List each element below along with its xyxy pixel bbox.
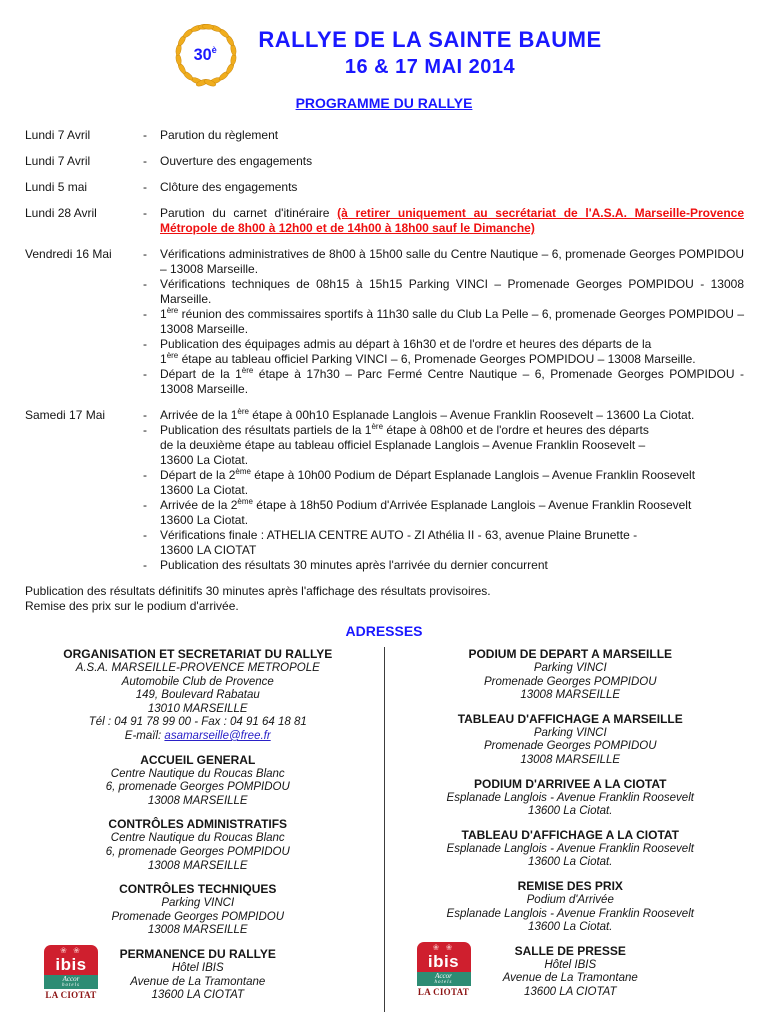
schedule-item [143, 307, 744, 337]
address-line: Parking VINCI [533, 662, 607, 674]
address-line: Promenade Georges POMPIDOU [483, 740, 657, 753]
text-segment: Parution du règlement [160, 128, 279, 142]
accor-label: Accor [62, 974, 80, 983]
text-segment: Clôture des engagements [160, 180, 298, 194]
schedule-item [143, 206, 744, 236]
text-segment: 13600 LA CIOTAT [160, 543, 257, 557]
text-segment: Départ de la 1 [160, 367, 242, 381]
address-block-title: ORGANISATION ET SECRETARIAT DU RALLYE [63, 647, 333, 661]
bullet-dash: - [143, 408, 147, 422]
schedule-item-list [143, 128, 744, 143]
schedule-item-list [143, 180, 744, 195]
schedule-item [143, 128, 744, 143]
ibis-brand-name: ibis [55, 954, 87, 974]
rally-dates: 16 & 17 MAI 2014 [344, 56, 516, 78]
address-block [393, 777, 749, 819]
address-line: 6, promenade Georges POMPIDOU [105, 781, 290, 794]
schedule [25, 128, 744, 573]
address-block [393, 879, 749, 935]
text-segment: Départ de la 2 [160, 468, 236, 482]
schedule-row [25, 128, 744, 143]
address-line: Podium d'Arrivée [526, 893, 614, 906]
address-line: 13600 La Ciotat. [528, 856, 613, 869]
schedule-item-list [143, 154, 744, 169]
bullet-dash: - [143, 206, 147, 220]
address-line: 6, promenade Georges POMPIDOU [105, 845, 290, 858]
schedule-item-text [160, 154, 744, 169]
schedule-date: Lundi 5 mai [25, 180, 88, 194]
text-segment: étape à 08h00 et de l'ordre et heures des départs [383, 423, 649, 437]
ibis-brand-name: ibis [427, 951, 460, 971]
address-line: Automobile Club de Provence [121, 675, 274, 688]
address-line: Promenade Georges POMPIDOU [111, 910, 285, 923]
bullet-dash: - [143, 468, 147, 482]
text-segment: Publication des équipages admis au départ à 16h30 et de l'ordre et heures des départs de la [160, 337, 652, 351]
text-segment: ère [241, 366, 254, 375]
address-line: Tél : 04 91 78 99 00 - Fax : 04 91 64 18 81 [88, 716, 307, 729]
bullet-dash: - [143, 277, 147, 291]
text-segment: Vérifications administratives de 8h00 à 15h00 salle du Centre Nautique – 6, promenade Georges POMPIDOU – 13008 Marseille. [160, 247, 744, 276]
address-line: Centre Nautique du Roucas Blanc [110, 832, 285, 845]
email-line [20, 730, 376, 744]
address-line: A.S.A. MARSEILLE-PROVENCE METROPOLE [75, 662, 320, 674]
address-block [393, 712, 749, 768]
address-line: 13008 MARSEILLE [147, 924, 248, 937]
address-line: 13600 LA CIOTAT [524, 985, 617, 998]
email-label: E-maïl: [124, 729, 165, 742]
address-line: 13600 La Ciotat. [528, 805, 613, 818]
text-segment: 1 [160, 352, 167, 366]
text-segment: ère [371, 422, 384, 431]
address-block [393, 828, 749, 870]
schedule-row [25, 408, 744, 573]
ibis-flower-ornament-icon: ❀ ❀ [432, 942, 455, 952]
schedule-item-text [160, 337, 744, 367]
note-final-results: Publication des résultats définitifs 30 minutes après l'affichage des résultats provisoires. [25, 584, 491, 598]
schedule-date: Samedi 17 Mai [25, 408, 106, 422]
text-segment: étape à 10h00 Podium de Départ Esplanade Langlois – Avenue Franklin Roosevelt [250, 468, 696, 482]
address-line: 13010 MARSEILLE [147, 702, 248, 715]
address-line: Centre Nautique du Roucas Blanc [110, 767, 285, 780]
accor-label: Accor [435, 971, 452, 980]
schedule-item-list [143, 247, 744, 397]
section-title-adresses: ADRESSES [345, 623, 423, 639]
schedule-item [143, 367, 744, 397]
bullet-dash: - [143, 558, 147, 572]
text-segment: 13600 La Ciotat. [160, 483, 249, 497]
text-segment: ère [166, 351, 179, 360]
schedule-date: Lundi 7 Avril [25, 154, 91, 168]
address-block-title: CONTRÔLES ADMINISTRATIFS [108, 817, 288, 832]
ibis-hotel-logo [417, 942, 471, 998]
highlight-note: (à retirer uniquement au secrétariat de l'A.S.A. Marseille-Provence Métropole de 8h00 à 12h00 et de 14h00 à 18h00 sauf le Dimanche) [160, 206, 744, 235]
bullet-dash: - [143, 307, 147, 321]
schedule-item [143, 528, 744, 558]
address-line: Parking VINCI [533, 726, 607, 739]
address-block-title: PODIUM DE DEPART A MARSEILLE [468, 647, 673, 661]
text-segment: 13600 La Ciotat. [160, 513, 249, 527]
address-line: Hôtel IBIS [544, 958, 597, 971]
address-line: 13008 MARSEILLE [520, 753, 621, 766]
address-line: 13600 LA CIOTAT [151, 989, 244, 1002]
address-line: Esplanade Langlois - Avenue Franklin Roosevelt [446, 842, 694, 855]
address-block-title: TABLEAU D'AFFICHAGE A LA CIOTAT [461, 827, 679, 842]
bullet-dash: - [143, 180, 147, 194]
address-block-title: SALLE DE PRESSE [514, 943, 626, 958]
addresses-right-column [385, 647, 757, 1012]
bullet-dash: - [143, 128, 147, 142]
text-segment: de la deuxième étape au tableau officiel Esplanade Langlois – Avenue Franklin Roosevelt – [160, 438, 646, 452]
text-segment: ème [235, 467, 251, 476]
section-title-programme: PROGRAMME DU RALLYE [295, 95, 473, 111]
address-line: Parking VINCI [161, 897, 235, 910]
schedule-row [25, 180, 744, 195]
hotels-label: hotels [62, 982, 80, 988]
schedule-item-text [160, 558, 744, 573]
text-segment: Parution du carnet d'itinéraire [160, 206, 338, 220]
ibis-hotel-logo [44, 945, 98, 1001]
address-line: 149, Boulevard Rabatau [135, 689, 260, 702]
ibis-city-label: LA CIOTAT [417, 986, 470, 997]
ibis-logo-box [417, 942, 471, 986]
text-segment: 13600 La Ciotat. [160, 453, 249, 467]
address-line: Promenade Georges POMPIDOU [483, 675, 657, 688]
schedule-item-list [143, 408, 744, 573]
address-block-title: ACCUEIL GENERAL [140, 752, 256, 767]
bullet-dash: - [143, 528, 147, 542]
address-line: 13600 La Ciotat. [528, 921, 613, 934]
bullet-dash: - [143, 498, 147, 512]
text-segment: ère [166, 306, 179, 315]
address-line: 13008 MARSEILLE [520, 689, 621, 702]
ibis-city-label: LA CIOTAT [45, 989, 97, 1000]
accor-hotels-band [417, 972, 471, 986]
text-segment: 1 [160, 307, 167, 321]
schedule-item-text [160, 277, 744, 307]
ibis-flower-ornament-icon: ❀ ❀ [60, 945, 82, 955]
note-prizes: Remise des prix sur le podium d'arrivée. [25, 599, 239, 613]
text-segment: étape à 00h10 Esplanade Langlois – Avenue Franklin Roosevelt – 13600 La Ciotat. [248, 408, 695, 422]
schedule-item [143, 558, 744, 573]
address-line: 13008 MARSEILLE [147, 859, 248, 872]
address-line: Avenue de La Tramontane [502, 972, 638, 985]
schedule-date: Vendredi 16 Mai [25, 247, 112, 261]
schedule-row [25, 154, 744, 169]
schedule-row [25, 247, 744, 397]
schedule-item-text [160, 468, 744, 498]
text-segment: Arrivée de la 2 [160, 498, 238, 512]
text-segment: Vérifications techniques de 08h15 à 15h15 Parking VINCI – Promenade Georges POMPIDOU - 13008 Marseille. [160, 277, 744, 306]
laurel-wreath-logo [166, 19, 246, 87]
text-segment: étape à 18h50 Podium d'Arrivée Esplanade Langlois – Avenue Franklin Roosevelt [252, 498, 692, 512]
address-block [393, 647, 749, 703]
hotels-label: hotels [434, 979, 453, 985]
text-segment: Ouverture des engagements [160, 154, 313, 168]
laurel-wreath-icon [166, 19, 246, 87]
schedule-item [143, 277, 744, 307]
bullet-dash: - [143, 154, 147, 168]
address-line: 13008 MARSEILLE [147, 794, 248, 807]
schedule-row [25, 206, 744, 236]
schedule-item-text [160, 423, 744, 468]
schedule-date: Lundi 28 Avril [25, 206, 97, 220]
address-line: Esplanade Langlois - Avenue Franklin Roosevelt [446, 791, 694, 804]
address-block [20, 753, 376, 809]
schedule-item [143, 154, 744, 169]
text-segment: Arrivée de la 1 [160, 408, 238, 422]
schedule-item-list [143, 206, 744, 236]
bullet-dash: - [143, 337, 147, 351]
schedule-item [143, 468, 744, 498]
address-block [393, 944, 749, 1000]
schedule-item-text [160, 180, 744, 195]
text-segment: étape à 17h30 – Parc Fermé Centre Nautique – 6, Promenade Georges POMPIDOU - 13008 Marseille. [160, 367, 744, 396]
schedule-item [143, 423, 744, 468]
footer-notes [25, 584, 743, 614]
schedule-item-text [160, 247, 744, 277]
address-line: Esplanade Langlois - Avenue Franklin Roosevelt [446, 907, 694, 920]
schedule-item-text [160, 367, 744, 397]
schedule-item-text [160, 206, 744, 236]
address-block-title: PODIUM D'ARRIVEE A LA CIOTAT [474, 776, 667, 791]
schedule-item-text [160, 128, 744, 143]
address-block-title: CONTRÔLES TECHNIQUES [119, 882, 277, 897]
addresses-left-column [12, 647, 384, 1012]
text-segment: Publication des résultats 30 minutes après l'arrivée du dernier concurrent [160, 558, 548, 572]
email-link[interactable]: asamarseille@free.fr [164, 729, 271, 742]
schedule-item [143, 498, 744, 528]
text-segment: ère [237, 407, 249, 416]
title-block [258, 27, 601, 79]
address-block-title: PERMANENCE DU RALLYE [119, 946, 276, 961]
bullet-dash: - [143, 247, 147, 261]
ibis-logo-box [44, 945, 98, 989]
schedule-date: Lundi 7 Avril [25, 128, 91, 142]
address-block [20, 817, 376, 873]
schedule-item [143, 180, 744, 195]
schedule-item-text [160, 307, 744, 337]
schedule-item [143, 247, 744, 277]
address-line: Hôtel IBIS [171, 961, 224, 974]
schedule-item-text [160, 528, 744, 558]
header [0, 0, 768, 88]
address-block [20, 647, 376, 744]
address-line: Avenue de La Tramontane [130, 975, 266, 988]
address-block-title: REMISE DES PRIX [517, 878, 623, 893]
schedule-item-text [160, 408, 744, 423]
edition-number: $30^è$ [193, 45, 218, 64]
address-block-title: TABLEAU D'AFFICHAGE A MARSEILLE [457, 711, 683, 726]
accor-hotels-band [44, 975, 98, 989]
text-segment: réunion des commissaires sportifs à 11h30 salle du Club La Pelle – 6, promenade Georges POMPIDOU – 13008 Marseille. [160, 307, 744, 336]
schedule-item [143, 337, 744, 367]
schedule-item [143, 408, 744, 423]
rally-title: RALLYE DE LA SAINTE BAUME [258, 27, 602, 52]
schedule-item-text [160, 498, 744, 528]
address-block [20, 947, 376, 1003]
address-block [20, 882, 376, 938]
text-segment: Vérifications finale : ATHELIA CENTRE AUTO - ZI Athélia II - 63, avenue Plaine Brunette - [160, 528, 638, 542]
text-segment: étape au tableau officiel Parking VINCI – 6, Promenade Georges POMPIDOU – 13008 Marseille. [178, 352, 696, 366]
bullet-dash: - [143, 367, 147, 381]
addresses [12, 647, 756, 1012]
text-segment: ème [237, 497, 253, 506]
bullet-dash: - [143, 423, 147, 437]
text-segment: Publication des résultats partiels de la 1 [160, 423, 372, 437]
